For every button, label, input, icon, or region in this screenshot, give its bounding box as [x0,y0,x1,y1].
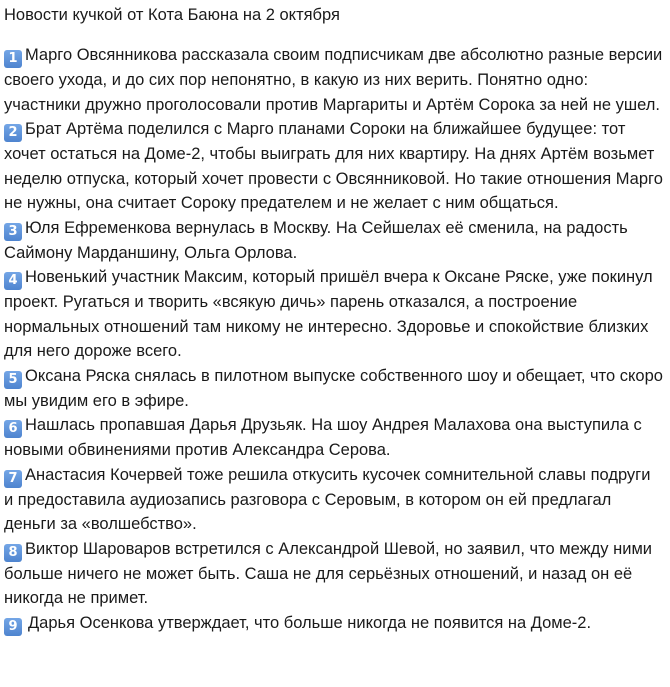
keycap-7-icon: 7 [4,470,22,488]
news-item [4,463,664,537]
news-item-text: Новенький участник Максим, который пришёл вчера к Оксане Ряске, уже покинул проект. Ругаться и творить «всякую дичь» парень отказался, а построение нормальных отношений там никому не интересно. Здоровье и спокойствие близких для него дороже всего. [4,268,653,360]
keycap-2-icon: 2 [4,124,22,142]
keycap-8-icon: 8 [4,544,22,562]
news-item-text: Марго Овсянникова рассказала своим подписчикам две абсолютно разные версии своего ухода, и до сих пор непонятно, в какую из них верить. Понятно одно: участники дружно проголосовали против Маргариты и Артём Сорока за ней не ушел. [4,46,663,114]
keycap-1-icon: 1 [4,50,22,68]
keycap-5-icon: 5 [4,371,22,389]
news-item [4,537,664,611]
news-item [4,413,664,463]
news-item [4,611,664,636]
news-item-text: Анастасия Кочервей тоже решила откусить кусочек сомнительной славы подруги и предоставила аудиозапись разговора с Серовым, в котором он ей предлагал деньги за «волшебство». [4,465,651,533]
news-item-text: Виктор Шароваров встретился с Александрой Шевой, но заявил, что между ними больше ничего не может быть. Саша не для серьёзных отношений, и назад он её никогда не примет. [4,539,652,607]
news-item [4,43,664,117]
keycap-9-icon: 9 [4,618,22,636]
news-item [4,216,664,266]
news-item [4,117,664,216]
news-item-text: Оксана Ряска снялась в пилотном выпуске собственного шоу и обещает, что скоро мы увидим его в эфире. [4,366,663,410]
news-item-text: Юля Ефременкова вернулась в Москву. На Сейшелах её сменила, на радость Саймону Марданшину, Ольга Орлова. [4,218,628,262]
article-title: Новости кучкой от Кота Баюна на 2 октября [4,6,340,24]
keycap-3-icon: 3 [4,223,22,241]
keycap-4-icon: 4 [4,272,22,290]
news-item-text: Дарья Осенкова утверждает, что больше никогда не появится на Доме-2. [28,613,592,632]
news-item-text: Нашлась пропавшая Дарья Друзьяк. На шоу Андрея Малахова она выступила с новыми обвинениями против Александра Серова. [4,416,642,459]
news-item [4,364,664,414]
news-item [4,265,664,364]
keycap-6-icon: 6 [4,420,22,438]
news-item-text: Брат Артёма поделился с Марго планами Сороки на ближайшее будущее: тот хочет остаться на Доме-2, чтобы выиграть для них квартиру. На днях Артём возьмет неделю отпуска, который хочет провести с Овсянниковой. Но такие отношения Марго не нужны, она считает Сороку предателем и не желает с ним общаться. [4,120,663,212]
